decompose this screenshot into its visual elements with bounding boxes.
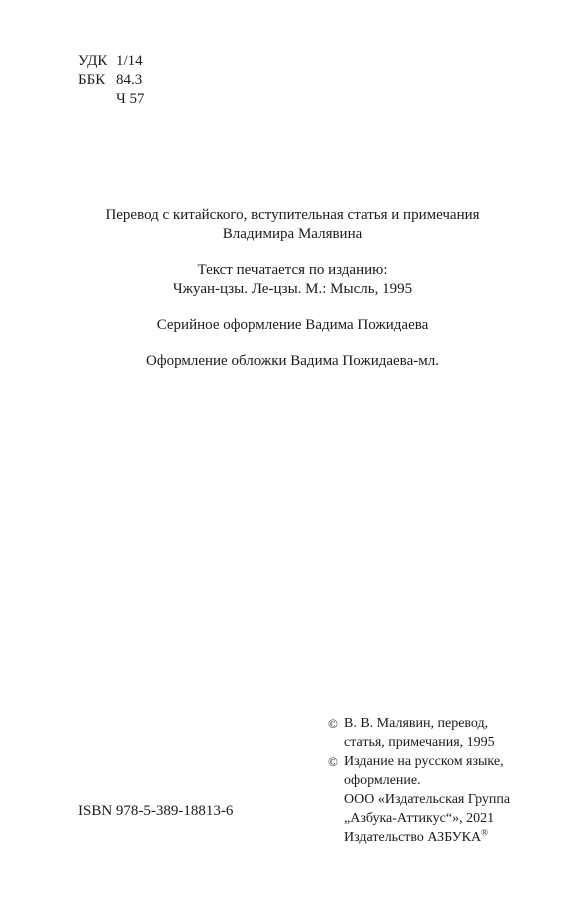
copyright-symbol: © [328, 754, 338, 769]
publisher-block [328, 790, 510, 847]
copyright-entry2-line2: оформление. [344, 773, 421, 788]
udk-code: УДК [78, 53, 108, 69]
copyright-entry-text [344, 714, 495, 752]
cover-design-credit [10, 352, 575, 371]
publisher-line-2: „Азбука-Аттикус“», 2021 [344, 811, 495, 826]
publisher-line-3-wrap [344, 828, 510, 847]
publisher-line-1: ООО «Издательская Группа [344, 792, 511, 807]
copyright-entry-translation [328, 714, 510, 752]
source-line-1: Текст печатается по изданию: [197, 262, 388, 278]
copyright-entry-text [344, 752, 504, 790]
copyright-entry1-line1: В. В. Малявин, перевод, [344, 716, 489, 731]
copyright-entry-edition [328, 752, 510, 790]
source-edition-note [10, 261, 575, 299]
udk-row [78, 52, 145, 71]
bbk-code: ББК [78, 72, 106, 88]
author-mark: Ч 57 [116, 91, 145, 107]
bbk-value: 84.3 [116, 72, 143, 88]
source-line-2: Чжуан-цзы. Ле-цзы. М.: Мысль, 1995 [172, 281, 413, 297]
author-mark-row [78, 90, 145, 109]
udk-value: 1/14 [116, 53, 143, 69]
series-design-credit [10, 316, 575, 335]
credits-section [0, 206, 575, 388]
copyright-entry2-line1: Издание на русском языке, [344, 754, 504, 769]
bbk-row [78, 71, 145, 90]
copyright-entry1-line2: статья, примечания, 1995 [344, 735, 495, 750]
copyright-notice [328, 714, 510, 847]
library-classification [78, 52, 145, 109]
isbn-number: ISBN 978-5-389-18813-6 [78, 803, 234, 819]
registered-mark: ® [481, 827, 488, 838]
translation-line-1: Перевод с китайского, вступительная статья и примечания [105, 207, 480, 223]
publisher-line-3: Издательство АЗБУКА [344, 830, 482, 845]
copyright-symbol: © [328, 716, 338, 731]
translation-line-2: Владимира Малявина [222, 226, 363, 242]
translation-credit [10, 206, 575, 244]
cover-design-line: Оформление обложки Вадима Пожидаева-мл. [146, 353, 439, 369]
series-design-line: Серийное оформление Вадима Пожидаева [156, 317, 429, 333]
